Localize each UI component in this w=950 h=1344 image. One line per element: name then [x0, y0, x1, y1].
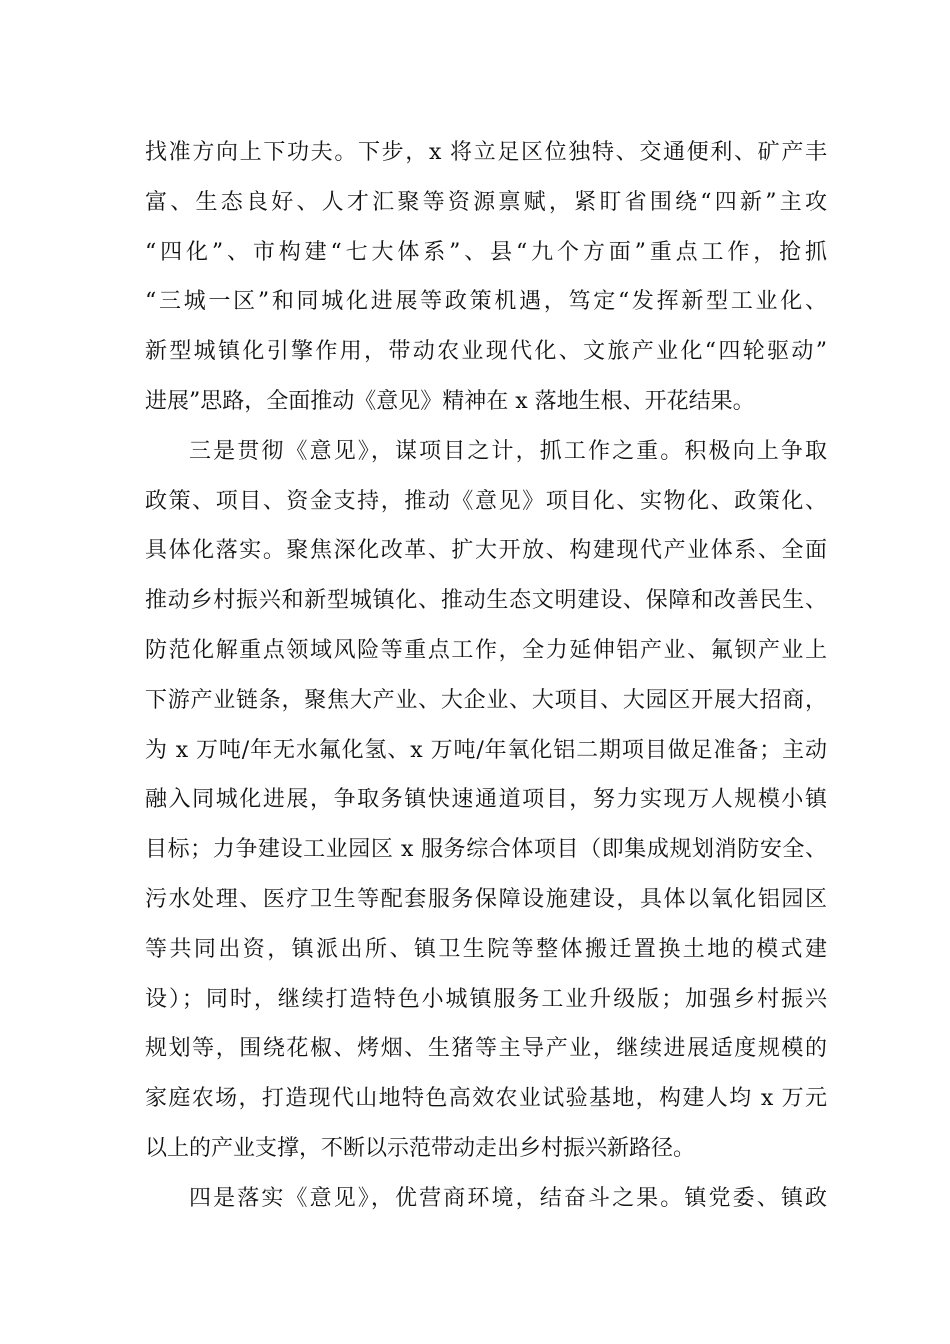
- text-line: 新型城镇化引擎作用，带动农业现代化、文旅产业化“四轮驱动”: [145, 339, 827, 365]
- text-line: 下游产业链条，聚焦大产业、大企业、大项目、大园区开展大招商，: [145, 687, 827, 713]
- paragraph: [145, 427, 827, 1174]
- text-line: 进展”思路，全面推动《意见》精神在 x 落地生根、开花结果。: [145, 388, 755, 414]
- text-line: 以上的产业支撑，不断以示范带动走出乡村振兴新路径。: [145, 1135, 696, 1161]
- text-line: 家庭农场，打造现代山地特色高效农业试验基地，构建人均 x 万元: [145, 1086, 827, 1112]
- text-line: 为 x 万吨/年无水氟化氢、x 万吨/年氧化铝二期项目做足准备；主动: [145, 737, 827, 763]
- text-line: 推动乡村振兴和新型城镇化、推动生态文明建设、保障和改善民生、: [145, 588, 827, 614]
- document-body: [145, 128, 827, 1224]
- text-line: 等共同出资，镇派出所、镇卫生院等整体搬迁置换土地的模式建: [145, 936, 827, 962]
- text-line: 富、生态良好、人才汇聚等资源禀赋，紧盯省围绕“四新”主攻: [145, 189, 827, 215]
- text-line: 找准方向上下功夫。下步，x 将立足区位独特、交通便利、矿产丰: [145, 140, 827, 165]
- text-line: “四化”、市构建“七大体系”、县“九个方面”重点工作，抢抓: [145, 239, 827, 265]
- text-line: 污水处理、医疗卫生等配套服务保障设施建设，具体以氧化铝园区: [145, 886, 827, 912]
- text-line: 设）；同时，继续打造特色小城镇服务工业升级版；加强乡村振兴: [145, 986, 827, 1012]
- paragraph: [145, 128, 827, 427]
- text-line: “三城一区”和同城化进展等政策机遇，笃定“发挥新型工业化、: [145, 289, 827, 315]
- text-line: 四是落实《意见》，优营商环境，结奋斗之果。镇党委、镇政: [189, 1185, 827, 1211]
- text-line: 具体化落实。聚焦深化改革、扩大开放、构建现代产业体系、全面: [145, 538, 827, 564]
- text-line: 防范化解重点领域风险等重点工作，全力延伸铝产业、氟钡产业上: [145, 637, 827, 663]
- text-line: 政策、项目、资金支持，推动《意见》项目化、实物化、政策化、: [145, 488, 827, 514]
- text-line: 规划等，围绕花椒、烤烟、生猪等主导产业，继续进展适度规模的: [145, 1036, 827, 1062]
- text-line: 融入同城化进展，争取务镇快速通道项目，努力实现万人规模小镇: [145, 787, 827, 813]
- text-line: 三是贯彻《意见》，谋项目之计，抓工作之重。积极向上争取: [189, 438, 827, 464]
- text-line: 目标；力争建设工业园区 x 服务综合体项目（即集成规划消防安全、: [145, 837, 827, 863]
- paragraph: [145, 1174, 827, 1224]
